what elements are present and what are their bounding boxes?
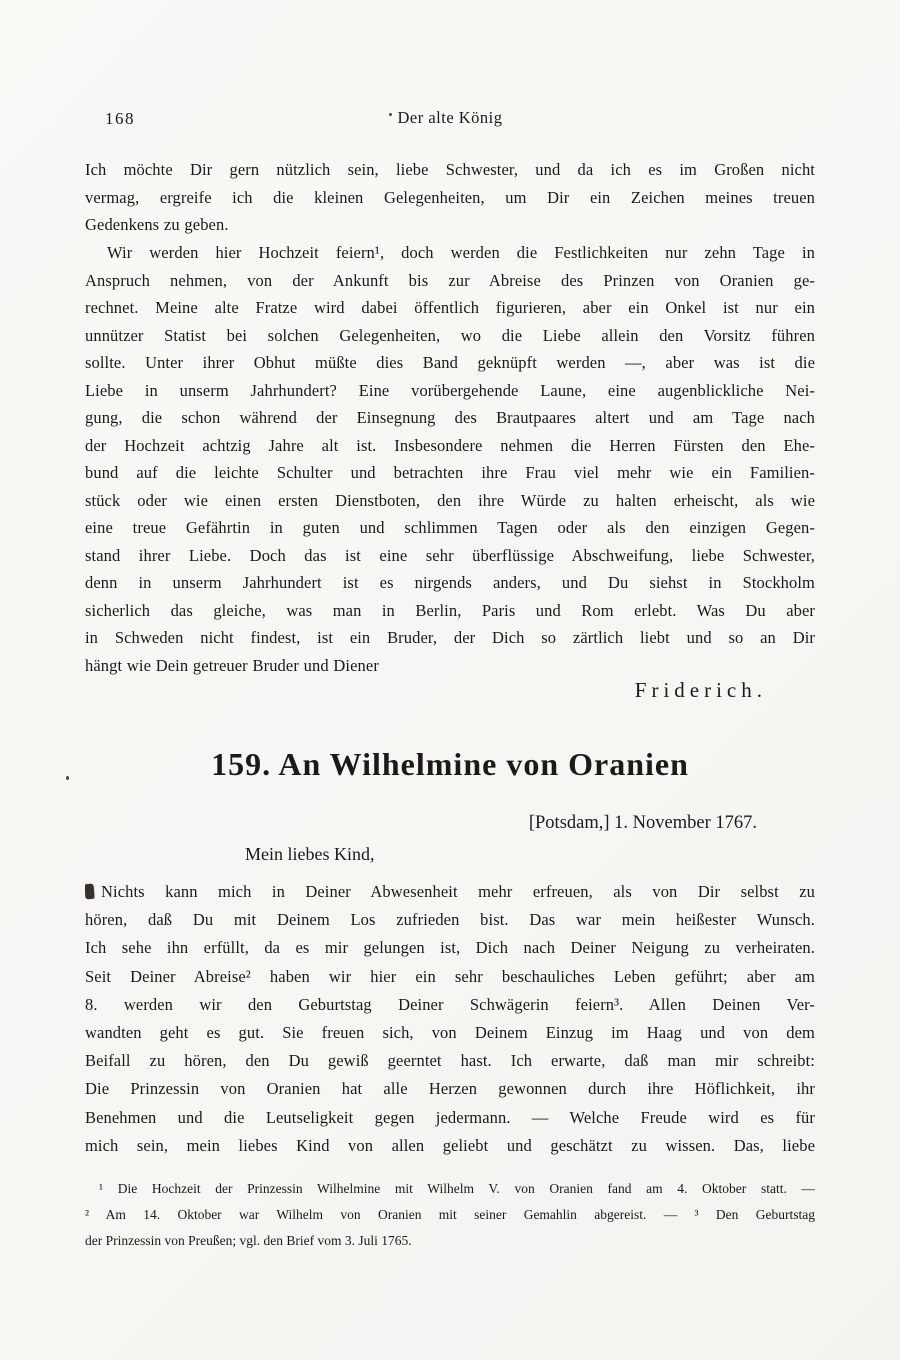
running-title: Der alte König — [397, 108, 503, 127]
text-line-content: Nichts kann mich in Deiner Abwesenheit mehr erfreuen, als von Dir selbst zu — [101, 882, 815, 901]
letter-159-body — [85, 878, 815, 1160]
ink-speck-artifact — [66, 776, 69, 780]
letter-salutation: Mein liebes Kind, — [245, 844, 375, 864]
text-line: Anspruch nehmen, von der Ankunft bis zur Abreise des Prinzen von Oranien ge- — [85, 270, 815, 290]
text-line: stand ihrer Liebe. Doch das ist eine sehr überflüssige Abschweifung, liebe Schwester, — [85, 545, 815, 565]
text-line: vermag, ergreife ich die kleinen Gelegenheiten, um Dir ein Zeichen meines treuen — [85, 187, 815, 207]
text-line: stück oder wie einen ersten Dienstboten, den ihre Würde zu halten erheischt, als wie — [85, 490, 815, 510]
text-line: sollte. Unter ihrer Obhut müßte dies Band geknüpft werden —, aber was ist die — [85, 353, 815, 372]
footnote-line: ¹ Die Hochzeit der Prinzessin Wilhelmine mit Wilhelm V. von Oranien fand am 4. Oktober statt. — — [99, 1181, 815, 1196]
text-line: hören, daß Du mit Deinem Los zufrieden bist. Das war mein heißester Wunsch. — [85, 910, 815, 930]
text-line: Seit Deiner Abreise² haben wir hier ein sehr beschauliches Leben geführt; aber am — [85, 966, 815, 986]
ink-speck-artifact — [389, 113, 392, 116]
text-line: hängt wie Dein getreuer Bruder und Diener — [85, 655, 379, 675]
letter-dateline: [Potsdam,] 1. November 1767. — [528, 813, 757, 833]
text-line: Die Prinzessin von Oranien hat alle Herzen gewonnen durch ihre Höflichkeit, ihr — [85, 1079, 815, 1099]
footnotes-section — [85, 1176, 815, 1254]
text-line: in Schweden nicht findest, ist ein Bruder, der Dich so zärtlich liebt und so an Dir — [85, 628, 815, 647]
text-line: wandten geht es gut. Sie freuen sich, von Deinem Einzug im Haag und von dem — [85, 1022, 815, 1042]
text-line — [85, 878, 815, 906]
previous-letter-paragraph-1 — [85, 156, 815, 239]
text-line: gung, die schon während der Einsegnung des Brautpaares altert und am Tage nach — [85, 408, 815, 427]
footnote-line: ² Am 14. Oktober war Wilhelm von Oranien mit seiner Gemahlin abgereist. — ³ Den Geburtstag — [85, 1207, 815, 1222]
text-line: rechnet. Meine alte Fratze wird dabei öffentlich figurieren, aber ein Onkel ist nur ein — [85, 298, 815, 317]
text-line: mich sein, mein liebes Kind von allen geliebt und geschätzt zu wissen. Das, liebe — [85, 1135, 815, 1155]
text-line: Liebe in unserm Jahrhundert? Eine vorübergehende Laune, eine augenblickliche Nei- — [85, 380, 815, 400]
footnote-line: der Prinzessin von Preußen; vgl. den Brief vom 3. Juli 1765. — [85, 1233, 412, 1248]
text-line: unnützer Statist bei solchen Gelegenheiten, wo die Liebe allein den Vorsitz führen — [85, 325, 815, 345]
letter-heading: 159. An Wilhelmine von Oranien — [211, 746, 689, 782]
text-line: sicherlich das gleiche, was man in Berlin, Paris und Rom erlebt. Was Du aber — [85, 600, 815, 620]
text-line: Beifall zu hören, den Du gewiß geerntet hast. Ich erwarte, daß man mir schreibt: — [85, 1051, 815, 1071]
text-line: Gedenkens zu geben. — [85, 215, 229, 234]
text-line: Ich sehe ihn erfüllt, da es mir gelungen ist, Dich nach Deiner Neigung zu verheiraten. — [85, 938, 815, 958]
text-line: 8. werden wir den Geburtstag Deiner Schwägerin feiern³. Allen Deinen Ver- — [85, 994, 815, 1014]
text-line: der Hochzeit achtzig Jahre alt ist. Insbesondere nehmen die Herren Fürsten den Ehe- — [85, 435, 815, 455]
text-line: Benehmen und die Leutseligkeit gegen jedermann. — Welche Freude wird es für — [85, 1107, 815, 1127]
ink-smudge-artifact — [85, 884, 95, 900]
page-number: 168 — [105, 109, 135, 128]
text-line: denn in unserm Jahrhundert ist es nirgends anders, und Du siehst in Stockholm — [85, 573, 815, 592]
text-line: eine treue Gefährtin in guten und schlimmen Tagen oder als den einzigen Gegen- — [85, 518, 815, 537]
previous-letter-paragraph-2 — [85, 239, 815, 679]
page-header — [85, 108, 815, 132]
text-line: Wir werden hier Hochzeit feiern¹, doch werden die Festlichkeiten nur zehn Tage in — [107, 243, 815, 262]
text-line: Ich möchte Dir gern nützlich sein, liebe Schwester, und da ich es im Großen nicht — [85, 160, 815, 179]
text-line: bund auf die leichte Schulter und betrachten ihre Frau viel mehr wie ein Familien- — [85, 463, 815, 482]
letter-signature: Friderich. — [634, 678, 767, 702]
